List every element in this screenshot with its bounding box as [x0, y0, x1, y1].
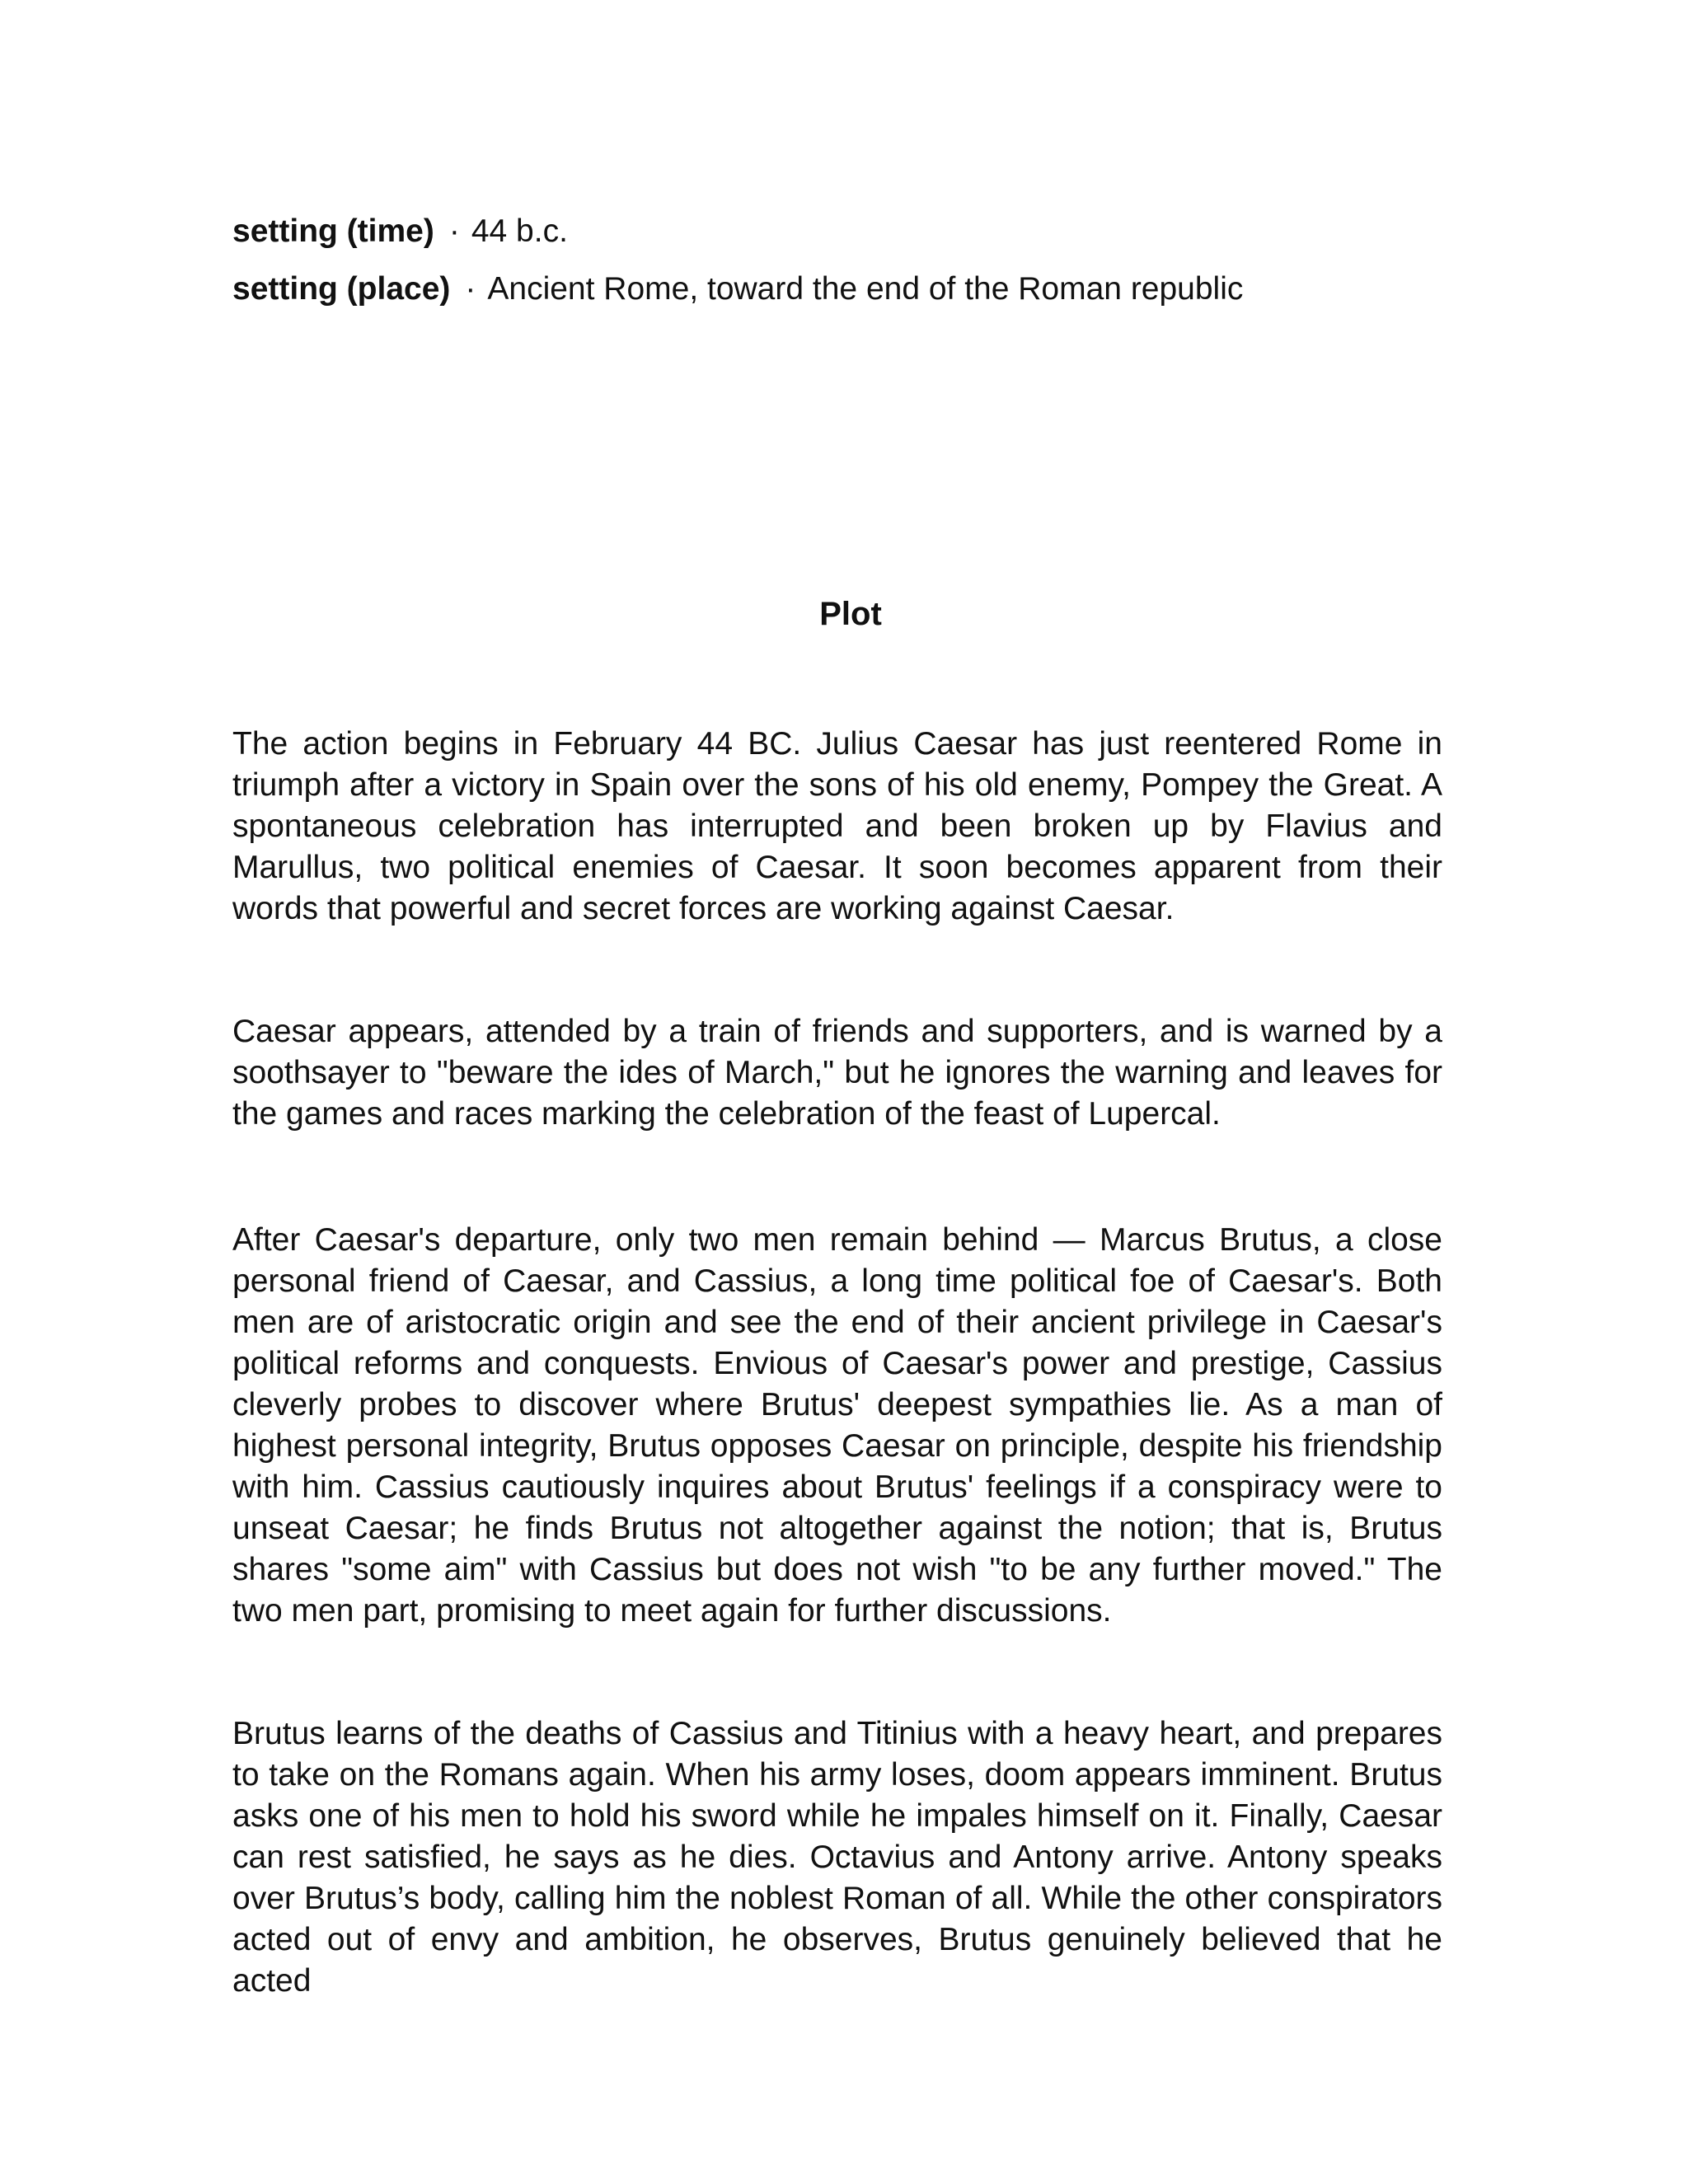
plot-paragraph-1: The action begins in February 44 BC. Julius Caesar has just reentered Rome in triumph after a victory in Spain over the sons of his old enemy, Pompey the Great. A spontaneous celebration has interrupted and been broken up by Flavius and Marullus, two political enemies of Caesar. It soon becomes apparent from their words that powerful and secret forces are working against Caesar. — [232, 726, 1442, 926]
setting-place-line — [232, 269, 1243, 310]
plot-paragraph-4: Brutus learns of the deaths of Cassius and Titinius with a heavy heart, and prepares to take on the Romans again. When his army loses, doom appears imminent. Brutus asks one of his men to hold his sword while he impales himself on it. Finally, Caesar can rest satisfied, he says as he dies. Octavius and Antony arrive. Antony speaks over Brutus’s body, calling him the noblest Roman of all. While the other conspirators acted out of envy and ambition, he observes, Brutus genuinely believed that he acted — [232, 1716, 1442, 1999]
setting-place-value: Ancient Rome, toward the end of the Roman republic — [487, 271, 1244, 307]
setting-time-line — [232, 211, 568, 252]
setting-time-label: setting (time) — [232, 213, 434, 249]
plot-paragraph-3: After Caesar's departure, only two men remain behind — Marcus Brutus, a close personal friend of Caesar, and Cassius, a long time political foe of Caesar's. Both men are of aristocratic origin and see the end of their ancient privilege in Caesar's political reforms and conquests. Envious of Caesar's power and prestige, Cassius cleverly probes to discover where Brutus' deepest sympathies lie. As a man of highest personal integrity, Brutus opposes Caesar on principle, despite his friendship with him. Cassius cautiously inquires about Brutus' feelings if a conspiracy were to unseat Caesar; he finds Brutus not altogether against the notion; that is, Brutus shares "some aim" with Cassius but does not wish "to be any further moved." The two men part, promising to meet again for further discussions. — [232, 1222, 1442, 1629]
setting-place-label: setting (place) — [232, 271, 451, 307]
section-heading-text: Plot — [819, 596, 882, 632]
setting-time-separator: · — [448, 213, 460, 249]
plot-paragraph-2: Caesar appears, attended by a train of friends and supporters, and is warned by a soothsayer to "beware the ides of March," but he ignores the warning and leaves for the games and races marking the celebration of the feast of Lupercal. — [232, 1014, 1442, 1132]
setting-time-value: 44 b.c. — [471, 213, 568, 249]
section-heading — [0, 593, 1688, 635]
setting-place-separator: · — [465, 271, 476, 307]
